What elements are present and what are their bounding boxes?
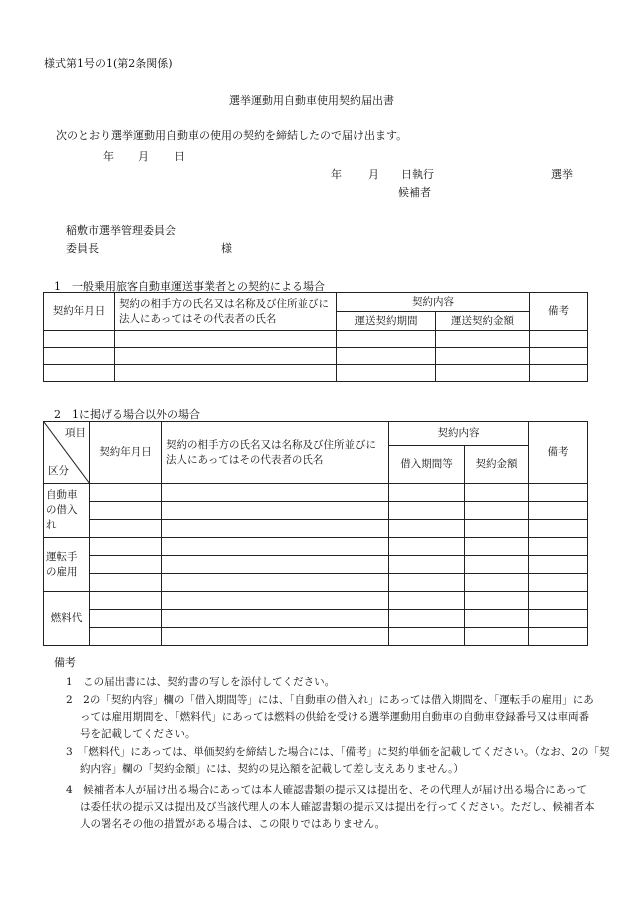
s1-header-period: 運送契約期間 xyxy=(337,312,436,331)
honorific: 様 xyxy=(221,242,232,255)
s1-header-party: 契約の相手方の氏名又は名称及び住所並びに法人にあってはその代表者の氏名 xyxy=(115,293,337,331)
committee-name: 稲敷市選挙管理委員会 xyxy=(66,224,176,237)
election-label: 選挙 xyxy=(551,168,573,181)
s2-diagonal-header xyxy=(44,422,90,484)
section1-title: 1 一般乗用旅客自動車運送事業者との契約による場合 xyxy=(54,280,325,293)
table-row xyxy=(44,592,588,610)
section2-table xyxy=(43,421,588,646)
note-4: 4 候補者本人が届け出る場合にあっては本人確認書類の提示又は提出を、その代理人が届け出る場合にあっては委任状の提示又は提出及び当該代理人の本人確認書類の提示又は提出を行ってください。ただし、候補者本人の署名その他の措置がある場合は、この限りではありません。 xyxy=(66,784,595,830)
note-3: 3 「燃料代」にあっては、単価契約を締結した場合には、「備考」に契約単価を記載してください。（なお、2の「契約内容」欄の「契約金額」には、契約の見込額を記載して差し支えありません。） xyxy=(66,746,610,775)
category-fuel: 燃料代 xyxy=(44,592,90,646)
form-id: 様式第1号の1(第2条関係) xyxy=(44,57,173,70)
s2-header-period: 借入期間等 xyxy=(389,446,465,484)
date-day: 日 xyxy=(174,150,185,163)
s2-header-item: 項目 xyxy=(65,427,86,439)
table-row xyxy=(44,502,588,520)
s1-header-date: 契約年月日 xyxy=(44,293,115,331)
table-row xyxy=(44,484,588,502)
election-year: 年 xyxy=(331,168,342,181)
date-year: 年 xyxy=(103,150,114,163)
table-row xyxy=(44,348,588,365)
note-2: 2 2の「契約内容」欄の「借入期間等」には、「自動車の借入れ」にあっては借入期間を、「運転手の雇用」にあっては雇用期間を、「燃料代」にあっては燃料の供給を受ける選挙運動用自動車の自動車登録番号又は車両番号を記載してください。 xyxy=(66,694,594,740)
note-1: 1 この届出書には、契約書の写しを添付してください。 xyxy=(66,676,336,688)
election-month: 月 xyxy=(368,168,379,181)
committee-chair: 委員長 xyxy=(66,242,99,255)
s2-header-party: 契約の相手方の氏名又は名称及び住所並びに法人にあってはその代表者の氏名 xyxy=(162,422,389,484)
date-month: 月 xyxy=(138,150,149,163)
table-row xyxy=(44,610,588,628)
table-row xyxy=(44,574,588,592)
s1-header-remarks: 備考 xyxy=(530,293,588,331)
s2-header-amount: 契約金額 xyxy=(465,446,529,484)
s2-header-category: 区分 xyxy=(48,465,69,477)
s1-header-content: 契約内容 xyxy=(337,293,530,312)
s2-header-remarks: 備考 xyxy=(529,422,588,484)
table-row xyxy=(44,628,588,646)
table-row xyxy=(44,556,588,574)
s2-header-date: 契約年月日 xyxy=(90,422,162,484)
s1-header-amount: 運送契約金額 xyxy=(436,312,530,331)
table-row xyxy=(44,365,588,382)
notes-heading: 備考 xyxy=(54,656,76,669)
intro-text: 次のとおり選挙運動用自動車の使用の契約を締結したので届け出ます。 xyxy=(56,129,408,142)
section1-table xyxy=(43,292,588,382)
table-row xyxy=(44,538,588,556)
candidate-label: 候補者 xyxy=(398,186,431,199)
category-car-rental: 自動車の借入れ xyxy=(44,484,90,538)
s2-header-content: 契約内容 xyxy=(389,422,529,446)
election-day-exec: 日執行 xyxy=(401,168,434,181)
category-driver-hire: 運転手の雇用 xyxy=(44,538,90,592)
document-title: 選挙運動用自動車使用契約届出書 xyxy=(229,94,394,107)
table-row xyxy=(44,331,588,348)
table-row xyxy=(44,520,588,538)
section2-title: 2 1に掲げる場合以外の場合 xyxy=(54,408,200,421)
